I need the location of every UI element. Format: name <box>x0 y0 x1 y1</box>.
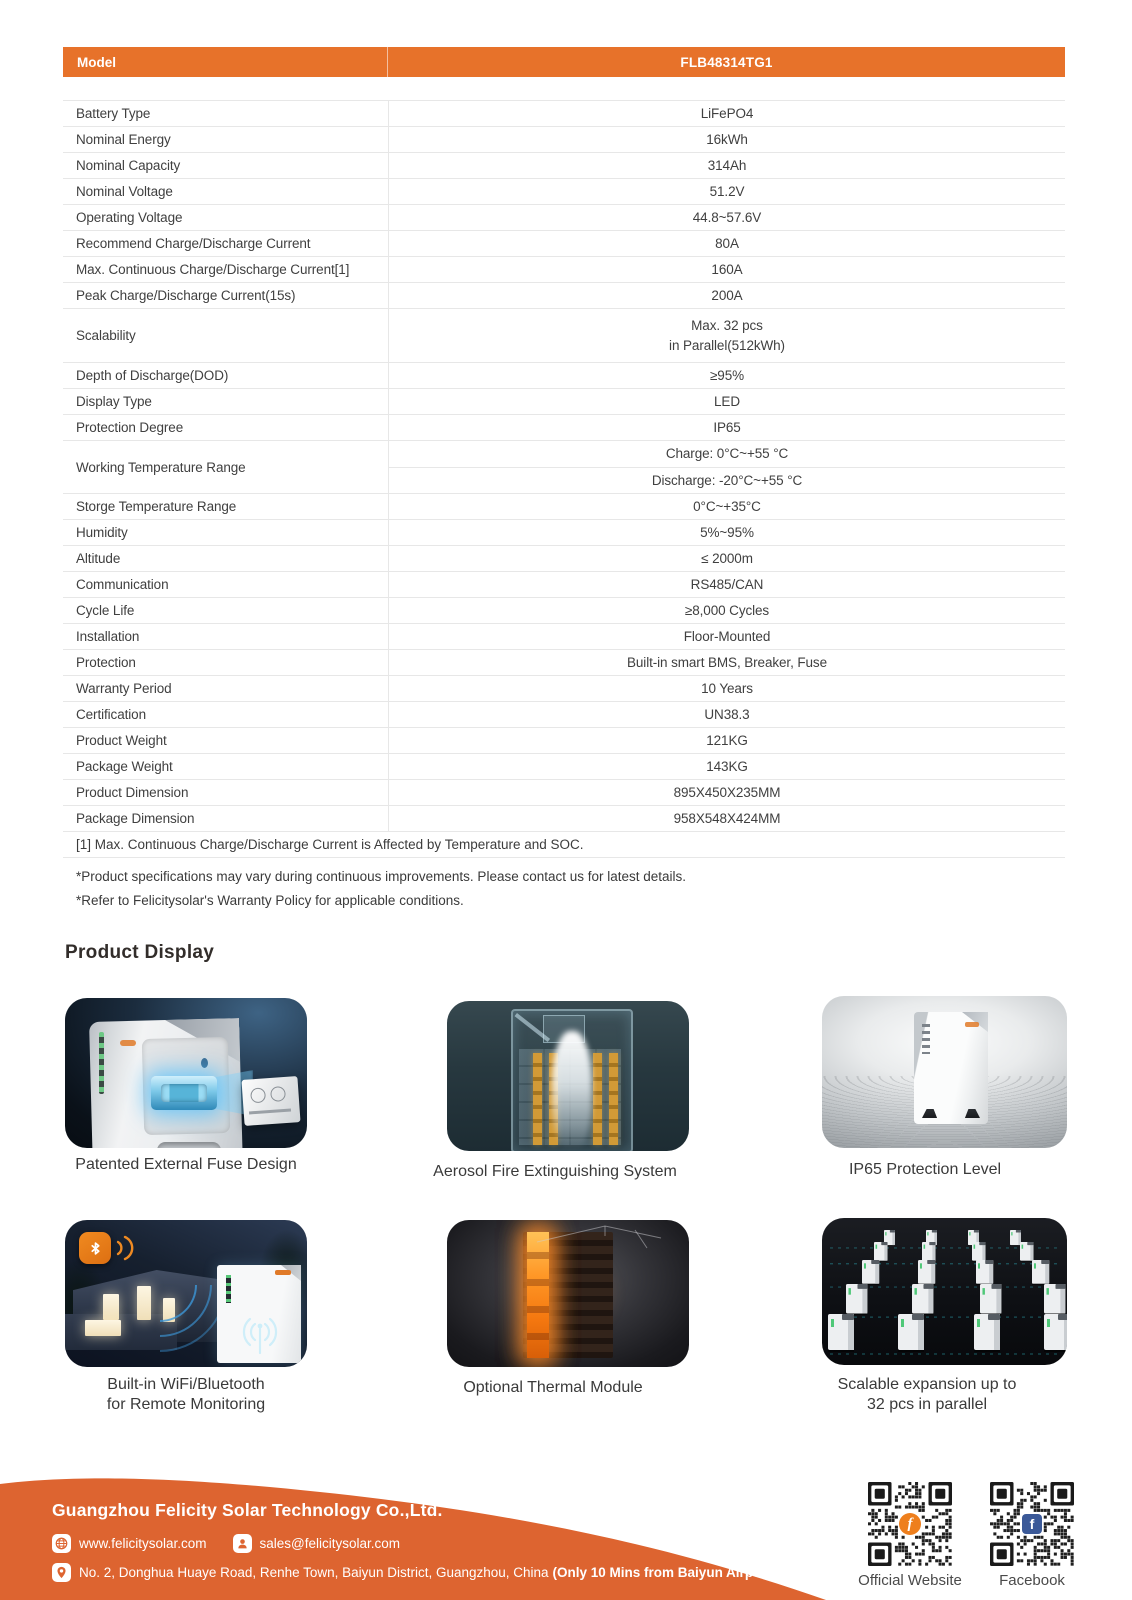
spec-row-value: RS485/CAN <box>388 572 1065 597</box>
spec-row-value: 314Ah <box>388 153 1065 178</box>
facebook-icon: f <box>1022 1514 1042 1534</box>
card-caption: Aerosol Fire Extinguishing System <box>433 1163 677 1180</box>
spec-row <box>63 494 1065 520</box>
spec-row-label: Nominal Capacity <box>76 158 181 173</box>
spec-row-label: Peak Charge/Discharge Current(15s) <box>76 288 296 303</box>
spec-row <box>63 127 1065 153</box>
card-caption: Built-in WiFi/Bluetooth for Remote Monitoring <box>106 1376 266 1413</box>
qr-label: Official Website <box>858 1572 962 1589</box>
company-name: Guangzhou Felicity Solar Technology Co.,Ltd. <box>52 1500 443 1520</box>
scaffold-lines-art <box>535 1222 665 1256</box>
email-link[interactable]: sales@felicitysolar.com <box>259 1536 401 1551</box>
footer <box>0 1474 1132 1600</box>
spec-row-value: Floor-Mounted <box>388 624 1065 649</box>
wifi-icon <box>235 1309 285 1357</box>
spec-row-value: 44.8~57.6V <box>388 205 1065 230</box>
spec-row <box>63 754 1065 780</box>
product-display-section <box>0 938 1132 1476</box>
spec-row <box>63 363 1065 389</box>
card-caption: Scalable expansion up to 32 pcs in parallel <box>837 1376 1017 1413</box>
spec-row <box>63 650 1065 676</box>
product-display-title: Product Display <box>65 942 215 963</box>
spec-row-label: Depth of Discharge(DOD) <box>76 368 229 383</box>
spec-row-value: Built-in smart BMS, Breaker, Fuse <box>388 650 1065 675</box>
person-icon <box>233 1534 252 1553</box>
footer-address-row <box>52 1563 776 1582</box>
spec-row <box>63 598 1065 624</box>
cabinet-array-art <box>822 1218 1067 1365</box>
spec-row-value: 143KG <box>388 754 1065 779</box>
spec-row-label: Battery Type <box>76 106 151 121</box>
spec-row <box>63 179 1065 205</box>
vent-slots-art <box>922 1024 930 1054</box>
felicity-logo-icon: f <box>899 1513 921 1535</box>
spec-row <box>63 728 1065 754</box>
spec-row-subvalue: Discharge: -20°C~+55 °C <box>389 467 1065 493</box>
spec-row <box>63 389 1065 415</box>
spec-row <box>63 676 1065 702</box>
spec-row-label: Communication <box>76 577 169 592</box>
spec-row <box>63 231 1065 257</box>
door-button-art <box>201 1058 208 1068</box>
spec-row <box>63 257 1065 283</box>
spec-row <box>63 415 1065 441</box>
patent-plate-art <box>241 1076 300 1126</box>
led-strip-art <box>226 1275 231 1303</box>
footer-contact-row <box>52 1534 400 1553</box>
spec-row-label: Operating Voltage <box>76 210 183 225</box>
spec-row <box>63 624 1065 650</box>
spec-row-label: Package Dimension <box>76 811 195 826</box>
product-image-fuse-design <box>65 998 307 1148</box>
spec-row-subvalue: Charge: 0°C~+55 °C <box>665 446 789 461</box>
website-link[interactable]: www.felicitysolar.com <box>79 1536 207 1551</box>
spec-footnote: [1] Max. Continuous Charge/Discharge Current is Affected by Temperature and SOC. <box>63 832 1065 858</box>
spec-row-value: 200A <box>388 283 1065 308</box>
spec-row <box>63 283 1065 309</box>
address-text: No. 2, Donghua Huaye Road, Renhe Town, Baiyun District, Guangzhou, China <box>79 1565 549 1580</box>
spec-row <box>63 520 1065 546</box>
spec-row <box>63 806 1065 832</box>
website-group <box>52 1534 207 1553</box>
spec-row-label: Humidity <box>76 525 128 540</box>
spec-row <box>63 153 1065 179</box>
spec-row-value: LED <box>388 389 1065 414</box>
spec-row-label: Display Type <box>76 394 152 409</box>
address-highlight: (Only 10 Mins from Baiyun Airport) <box>552 1565 776 1580</box>
led-strip-art <box>99 1032 104 1094</box>
spec-row-value: LiFePO4 <box>388 101 1065 126</box>
spec-row <box>63 572 1065 598</box>
spec-row-label: Working Temperature Range <box>76 459 246 475</box>
spec-row-value: 51.2V <box>388 179 1065 204</box>
brand-mark-art <box>965 1022 979 1027</box>
spec-row-value: ≥95% <box>388 363 1065 388</box>
spec-row-label: Altitude <box>76 551 121 566</box>
spec-row-label: Certification <box>76 707 146 722</box>
model-header-row <box>63 47 1065 77</box>
model-header-value: FLB48314TG1 <box>680 54 773 70</box>
spec-row-value: 160A <box>388 257 1065 282</box>
fuse-module-art <box>151 1076 217 1110</box>
spec-row-label: Protection Degree <box>76 420 184 435</box>
busbar-art <box>593 1053 602 1145</box>
brand-mark-art <box>120 1040 136 1046</box>
spec-row <box>63 702 1065 728</box>
globe-icon <box>52 1534 71 1553</box>
spec-row <box>63 205 1065 231</box>
busbar-art <box>533 1053 542 1145</box>
product-image-wifi-bluetooth <box>65 1220 307 1367</box>
spec-row-label: Storge Temperature Range <box>76 499 237 514</box>
spec-row-label: Nominal Energy <box>76 132 171 147</box>
spec-row <box>63 441 1065 494</box>
spec-row-value: ≤ 2000m <box>388 546 1065 571</box>
spec-row-value: 895X450X235MM <box>388 780 1065 805</box>
spec-row-value: IP65 <box>388 415 1065 440</box>
product-image-parallel-expansion <box>822 1218 1067 1365</box>
spec-row-label: Product Weight <box>76 733 167 748</box>
brand-mark-art <box>275 1270 291 1275</box>
spec-row-value: 121KG <box>388 728 1065 753</box>
spec-row-label: Protection <box>76 655 136 670</box>
product-image-aerosol-fire-system <box>447 1001 689 1151</box>
spec-note: *Product specifications may vary during continuous improvements. Please contact us for latest details. <box>76 869 687 884</box>
card-caption: Patented External Fuse Design <box>75 1156 297 1173</box>
spec-row <box>63 309 1065 363</box>
spec-row-value-line: in Parallel(512kWh) <box>669 337 785 353</box>
location-pin-icon <box>52 1563 71 1582</box>
spec-row-label: Warranty Period <box>76 681 172 696</box>
spec-row-value: 80A <box>388 231 1065 256</box>
spec-row-label: Installation <box>76 629 140 644</box>
model-header-label: Model <box>63 47 388 77</box>
spec-row-value: 0°C~+35°C <box>388 494 1065 519</box>
spec-table <box>63 100 1065 832</box>
spec-row-value-line: Max. 32 pcs <box>691 317 763 333</box>
spec-row-value: UN38.3 <box>388 702 1065 727</box>
spec-row-value: ≥8,000 Cycles <box>388 598 1065 623</box>
aerosol-smoke-art <box>552 1031 592 1149</box>
product-image-thermal-module <box>447 1220 689 1367</box>
bluetooth-icon <box>79 1232 111 1264</box>
card-caption: IP65 Protection Level <box>848 1161 1002 1178</box>
spec-row-value: 958X548X424MM <box>388 806 1065 831</box>
card-caption: Optional Thermal Module <box>463 1379 643 1396</box>
spec-row-label: Package Weight <box>76 759 173 774</box>
spec-row-value <box>388 309 1065 362</box>
spec-note: *Refer to Felicitysolar's Warranty Policy for applicable conditions. <box>76 893 464 908</box>
spec-row <box>63 780 1065 806</box>
spec-row-value: 16kWh <box>388 127 1065 152</box>
spec-row <box>63 546 1065 572</box>
spec-row-label: Product Dimension <box>76 785 189 800</box>
spec-row-label: Recommend Charge/Discharge Current <box>76 236 311 251</box>
spec-row-value: 5%~95% <box>388 520 1065 545</box>
spec-row-label: Cycle Life <box>76 603 135 618</box>
handle-recess-art <box>157 1142 221 1148</box>
signal-waves-icon <box>115 1233 139 1263</box>
spec-row-label: Max. Continuous Charge/Discharge Current[1] <box>76 262 350 277</box>
spec-row-value <box>388 441 1065 493</box>
email-group <box>233 1534 401 1553</box>
spec-section <box>63 47 1065 910</box>
qr-label: Facebook <box>999 1572 1065 1589</box>
product-image-ip65 <box>822 996 1067 1148</box>
spec-row <box>63 101 1065 127</box>
spec-row-label: Scalability <box>76 328 136 343</box>
spec-notes <box>63 868 1065 910</box>
spec-row-label: Nominal Voltage <box>76 184 173 199</box>
spec-row-value: 10 Years <box>388 676 1065 701</box>
busbar-art <box>609 1053 618 1145</box>
